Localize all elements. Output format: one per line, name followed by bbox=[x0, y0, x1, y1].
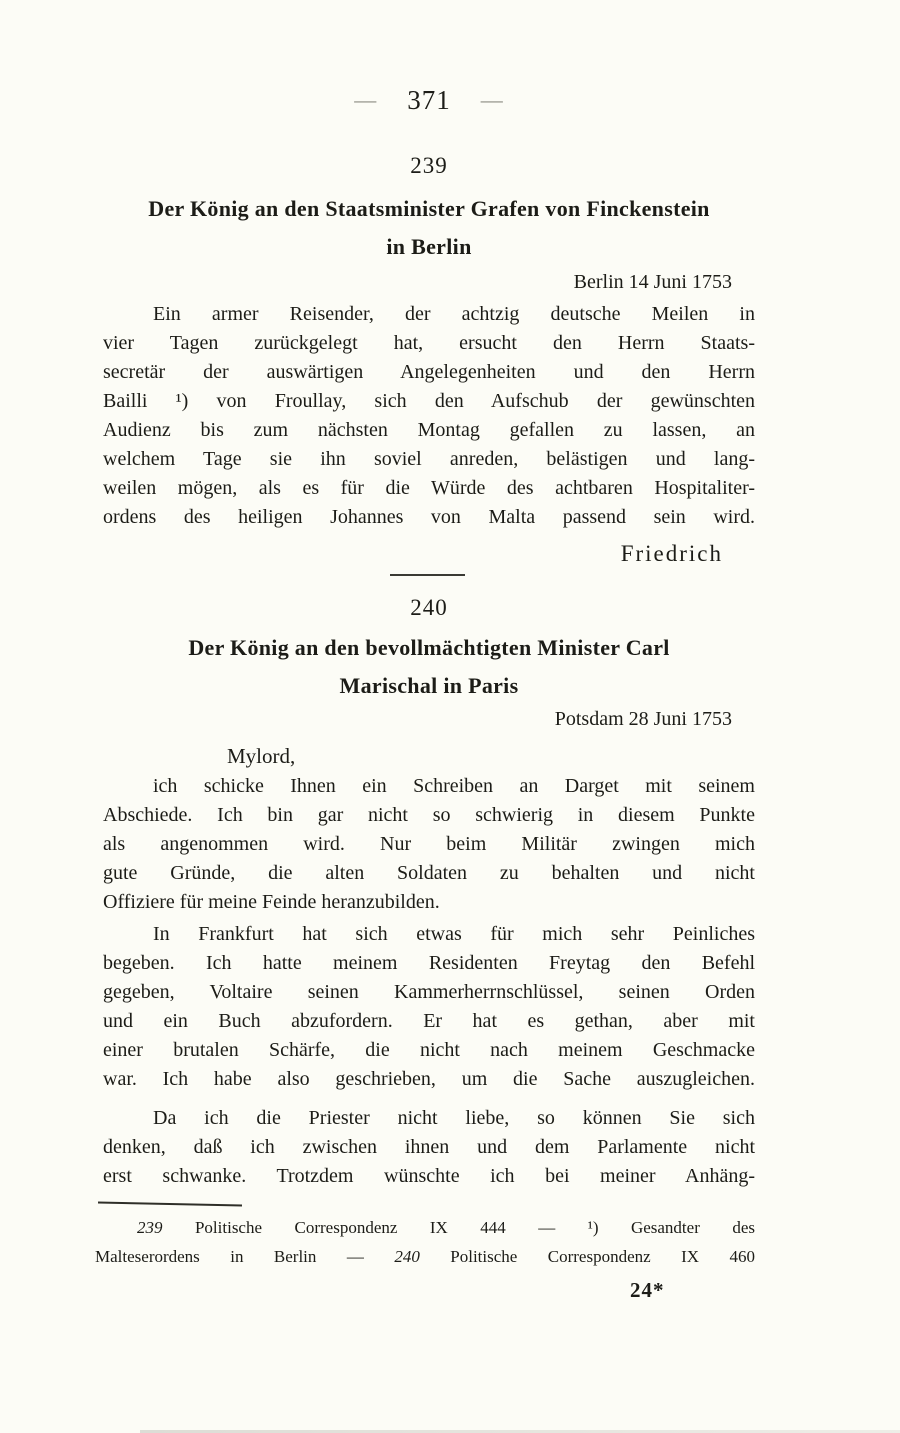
heading-line: Der König an den bevollmächtigten Minister Carl bbox=[188, 635, 670, 660]
body-line: Abschiede. Ich bin gar nicht so schwierig in diesem Punkte bbox=[103, 804, 755, 826]
footnote-entry-number: 240 bbox=[394, 1247, 420, 1266]
body-line: und ein Buch abzufordern. Er hat es gethan, aber mit bbox=[103, 1010, 755, 1032]
body-line: weilen mögen, als es für die Würde des achtbaren Hospitaliter- bbox=[103, 477, 755, 499]
letter-number: 240 bbox=[410, 595, 448, 620]
footnote-entry-number: 239 bbox=[137, 1218, 163, 1237]
body-line: vier Tagen zurückgelegt hat, ersucht den Herrn Staats- bbox=[103, 332, 755, 354]
body-line: Audienz bis zum nächsten Montag gefallen zu lassen, an bbox=[103, 419, 755, 441]
body-line: denken, daß ich zwischen ihnen und dem Parlamente nicht bbox=[103, 1136, 755, 1158]
heading-line: Marischal in Paris bbox=[339, 673, 519, 698]
footnote-line bbox=[95, 1213, 755, 1242]
footnote-text: Politische Correspondenz IX 460 bbox=[419, 1247, 756, 1266]
body-line: gute Gründe, die alten Soldaten zu behalten und nicht bbox=[103, 862, 755, 884]
body-line: als angenommen wird. Nur beim Militär zwingen mich bbox=[103, 833, 755, 855]
signature: Friedrich bbox=[620, 541, 723, 566]
body-line: erst schwanke. Trotzdem wünschte ich bei meiner Anhäng- bbox=[103, 1165, 755, 1187]
footnote-line bbox=[95, 1242, 755, 1271]
letter-number: 239 bbox=[410, 153, 448, 178]
body-line: secretär der auswärtigen Angelegenheiten und den Herrn bbox=[103, 361, 755, 383]
footnote-rule bbox=[98, 1201, 242, 1206]
dateline: Berlin 14 Juni 1753 bbox=[573, 271, 732, 293]
heading-line: in Berlin bbox=[386, 234, 472, 259]
page-header bbox=[103, 84, 755, 116]
heading-line: Der König an den Staatsminister Grafen von Finckenstein bbox=[148, 196, 710, 221]
book-page bbox=[0, 84, 900, 1433]
header-dash-right: — bbox=[480, 87, 504, 112]
dateline: Potsdam 28 Juni 1753 bbox=[554, 708, 732, 730]
sheet-signature-mark: 24* bbox=[630, 1278, 665, 1302]
footnote bbox=[95, 1213, 755, 1271]
letter-239 bbox=[103, 152, 755, 568]
letter-240 bbox=[103, 594, 755, 1191]
page-number: 371 bbox=[407, 85, 451, 115]
body-line: einer brutalen Schärfe, die nicht nach meinem Geschmacke bbox=[103, 1039, 755, 1061]
body-line: Bailli ¹) von Froullay, sich den Aufschub der gewünschten bbox=[103, 390, 755, 412]
footnote-text: Malteserordens in Berlin — bbox=[95, 1247, 395, 1266]
body-line: welchem Tage sie ihn soviel anreden, belästigen und lang- bbox=[103, 448, 755, 470]
letter-heading bbox=[103, 629, 755, 705]
salutation: Mylord, bbox=[227, 744, 296, 768]
body-line: begeben. Ich hatte meinem Residenten Freytag den Befehl bbox=[103, 952, 755, 974]
header-dash-left: — bbox=[354, 87, 378, 112]
body-line: war. Ich habe also geschrieben, um die Sache auszugleichen. bbox=[103, 1068, 755, 1090]
body-line: In Frankfurt hat sich etwas für mich sehr Peinliches bbox=[153, 923, 755, 945]
letter-body bbox=[103, 300, 755, 532]
body-line: gegeben, Voltaire seinen Kammerherrnschlüssel, seinen Orden bbox=[103, 981, 755, 1003]
paragraph bbox=[103, 920, 755, 1094]
letter-heading bbox=[103, 190, 755, 266]
body-line: ich schicke Ihnen ein Schreiben an Darget mit seinem bbox=[153, 775, 755, 797]
section-divider bbox=[390, 574, 465, 576]
body-line: Ein armer Reisender, der achtzig deutsche Meilen in bbox=[153, 303, 755, 325]
paragraph bbox=[103, 1104, 755, 1191]
body-line: Da ich die Priester nicht liebe, so können Sie sich bbox=[153, 1107, 755, 1129]
footnote-text: Politische Correspondenz IX 444 — ¹) Gesandter des bbox=[162, 1218, 755, 1237]
body-line: ordens des heiligen Johannes von Malta passend sein wird. bbox=[103, 506, 755, 528]
paragraph bbox=[103, 772, 755, 917]
body-line: Offiziere für meine Feinde heranzubilden. bbox=[103, 891, 440, 913]
